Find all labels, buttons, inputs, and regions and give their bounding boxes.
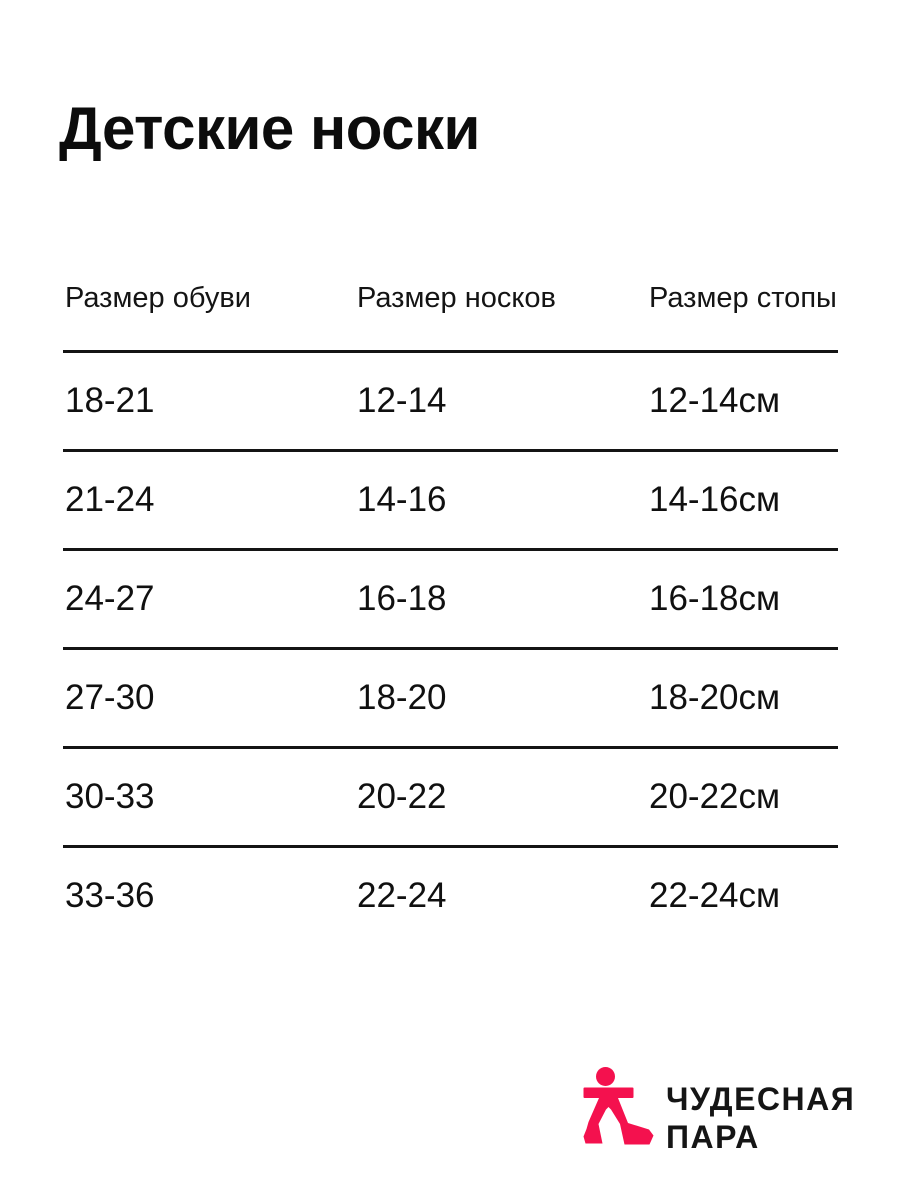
size-table xyxy=(63,283,838,944)
column-header-shoe-size: Размер обуви xyxy=(65,282,251,314)
foot-size-cell: 14-16см xyxy=(649,480,781,519)
person-legs-shape xyxy=(584,1098,654,1145)
shoe-size-cell: 27-30 xyxy=(65,678,155,717)
table-row xyxy=(63,647,838,746)
person-figure-icon xyxy=(583,1067,654,1145)
sock-size-cell: 22-24 xyxy=(357,876,447,915)
table-header-row xyxy=(63,283,838,350)
person-head-shape xyxy=(596,1067,615,1086)
column-header-sock-size: Размер носков xyxy=(357,282,556,314)
page-title: Детские носки xyxy=(59,95,480,162)
shoe-size-cell: 18-21 xyxy=(65,381,155,420)
foot-size-cell: 20-22см xyxy=(649,777,781,816)
table-row xyxy=(63,548,838,647)
foot-size-cell: 18-20см xyxy=(649,678,781,717)
brand-name-line1: ЧУДЕСНАЯ xyxy=(666,1081,856,1117)
shoe-size-cell: 24-27 xyxy=(65,579,155,618)
foot-size-cell: 16-18см xyxy=(649,579,781,618)
table-row xyxy=(63,350,838,449)
sock-size-cell: 14-16 xyxy=(357,480,447,519)
brand-name-line2: ПАРА xyxy=(666,1119,760,1155)
shoe-size-cell: 21-24 xyxy=(65,480,155,519)
shoe-size-cell: 33-36 xyxy=(65,876,155,915)
column-header-foot-size: Размер стопы xyxy=(649,282,837,314)
shoe-size-cell: 30-33 xyxy=(65,777,155,816)
sock-size-cell: 18-20 xyxy=(357,678,447,717)
sock-size-cell: 12-14 xyxy=(357,381,447,420)
sock-size-cell: 20-22 xyxy=(357,777,447,816)
sock-size-cell: 16-18 xyxy=(357,579,447,618)
foot-size-cell: 22-24см xyxy=(649,876,781,915)
person-arms-shape xyxy=(584,1088,634,1099)
table-row xyxy=(63,845,838,944)
table-row xyxy=(63,746,838,845)
brand-name xyxy=(666,1080,855,1156)
table-row xyxy=(63,449,838,548)
foot-size-cell: 12-14см xyxy=(649,381,781,420)
